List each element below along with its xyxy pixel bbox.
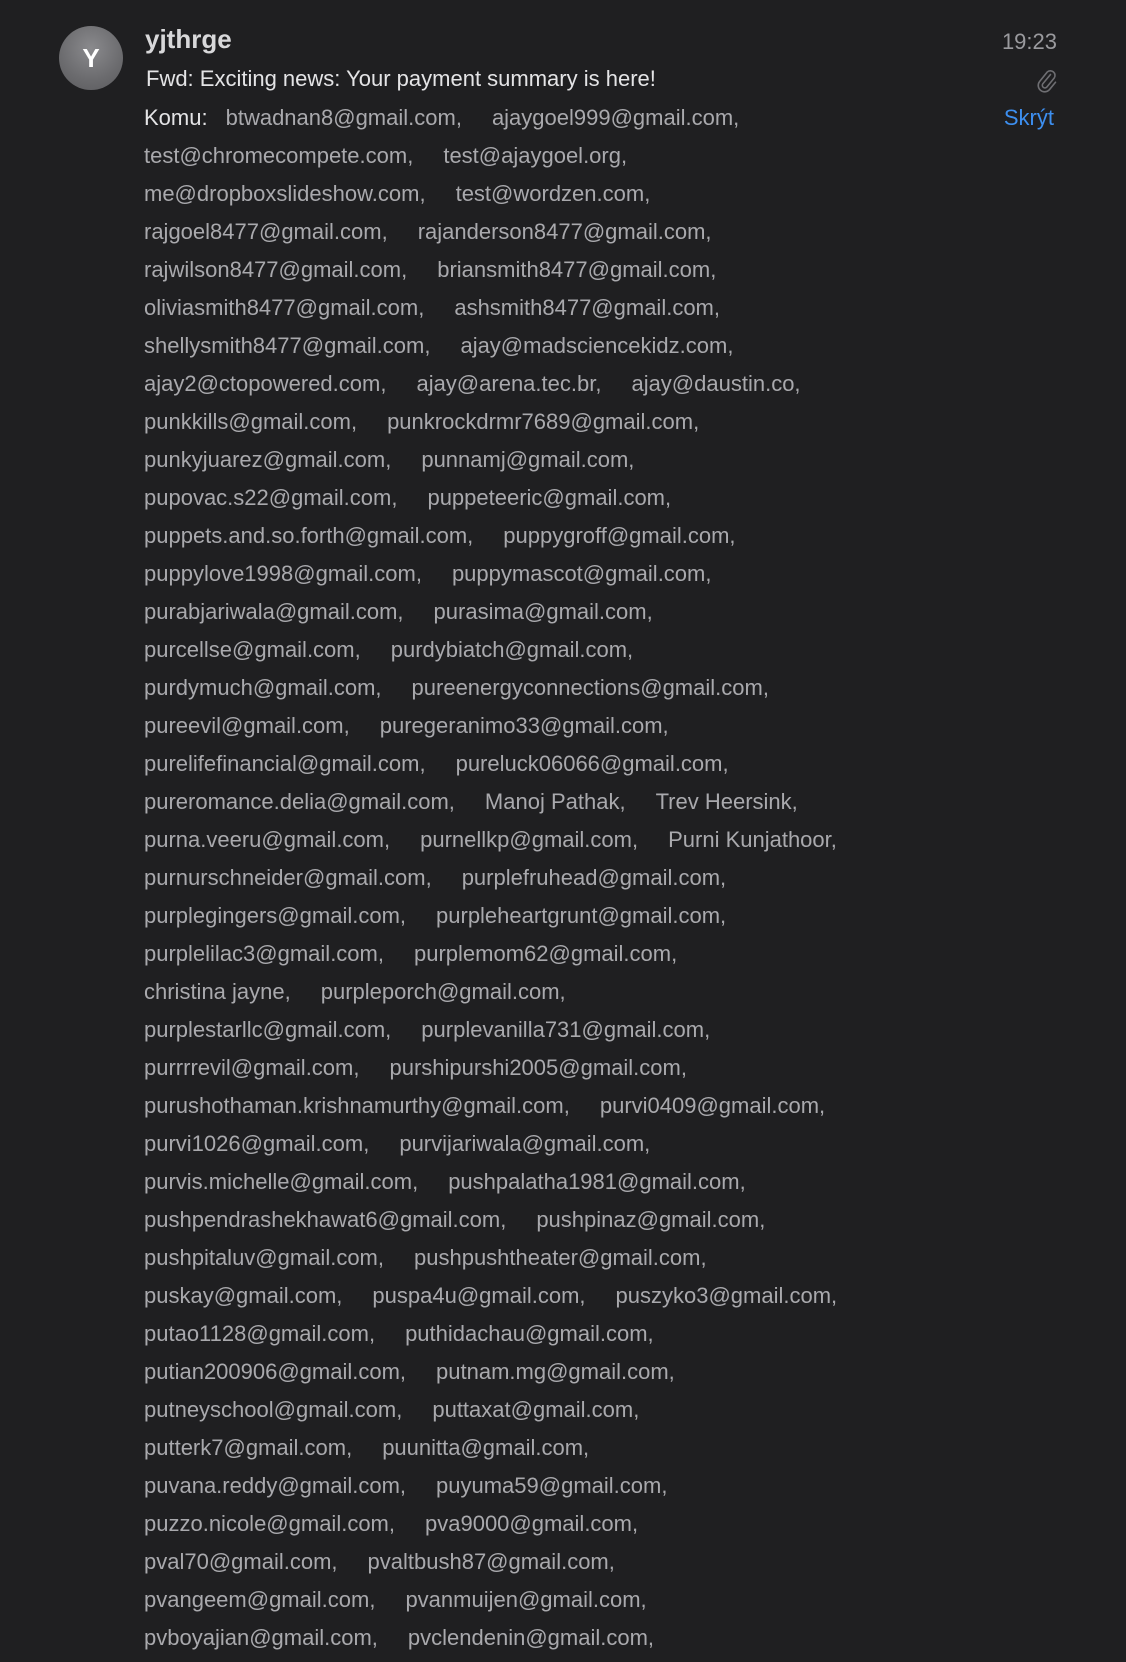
recipient-address[interactable]: puzzo.nicole@gmail.com, xyxy=(144,1511,395,1536)
recipient-address[interactable]: punkrockdrmr7689@gmail.com, xyxy=(387,409,700,434)
recipient-address[interactable]: rajgoel8477@gmail.com, xyxy=(144,219,388,244)
recipient-address[interactable]: puyuma59@gmail.com, xyxy=(436,1473,668,1498)
recipient-address[interactable]: test@wordzen.com, xyxy=(455,181,651,206)
recipient-address[interactable]: punnamj@gmail.com, xyxy=(421,447,635,472)
recipient-address[interactable]: btwadnan8@gmail.com, xyxy=(225,105,462,130)
recipient-row xyxy=(144,1467,964,1505)
recipient-address[interactable]: pval70@gmail.com, xyxy=(144,1549,338,1574)
recipient-address[interactable]: shellysmith8477@gmail.com, xyxy=(144,333,431,358)
recipient-row xyxy=(144,99,964,137)
recipient-address[interactable]: test@chromecompete.com, xyxy=(144,143,414,168)
recipient-address[interactable]: purvis.michelle@gmail.com, xyxy=(144,1169,419,1194)
recipient-address[interactable]: punkkills@gmail.com, xyxy=(144,409,358,434)
recipient-address[interactable]: pupovac.s22@gmail.com, xyxy=(144,485,398,510)
recipient-row xyxy=(144,935,964,973)
recipient-address[interactable]: puthidachau@gmail.com, xyxy=(405,1321,654,1346)
recipient-row xyxy=(144,707,964,745)
recipient-row xyxy=(144,175,964,213)
recipient-address[interactable]: pureluck06066@gmail.com, xyxy=(455,751,729,776)
recipient-row xyxy=(144,251,964,289)
recipient-row xyxy=(144,1049,964,1087)
recipient-row xyxy=(144,403,964,441)
recipient-address[interactable]: pureenergyconnections@gmail.com, xyxy=(411,675,769,700)
recipient-address[interactable]: purrrrevil@gmail.com, xyxy=(144,1055,360,1080)
recipient-address[interactable]: puttaxat@gmail.com, xyxy=(432,1397,640,1422)
recipient-row xyxy=(144,859,964,897)
recipient-row xyxy=(144,365,964,403)
recipient-row xyxy=(144,973,964,1011)
recipient-address[interactable]: purasima@gmail.com, xyxy=(433,599,653,624)
recipient-row xyxy=(144,479,964,517)
recipient-address[interactable]: test@ajaygoel.org, xyxy=(443,143,628,168)
recipient-row xyxy=(144,1543,964,1581)
recipient-address[interactable]: briansmith8477@gmail.com, xyxy=(437,257,717,282)
recipient-address[interactable]: pvanmuijen@gmail.com, xyxy=(405,1587,647,1612)
recipient-address[interactable]: puppylove1998@gmail.com, xyxy=(144,561,422,586)
recipient-address[interactable]: puppymascot@gmail.com, xyxy=(451,561,712,586)
recipient-address[interactable]: pushpushtheater@gmail.com, xyxy=(414,1245,707,1270)
recipient-address[interactable]: purvi1026@gmail.com, xyxy=(144,1131,370,1156)
recipient-row xyxy=(144,137,964,175)
recipient-address[interactable]: puszyko3@gmail.com, xyxy=(615,1283,838,1308)
sender-avatar: Y xyxy=(59,26,123,90)
recipient-address[interactable]: ajay@arena.tec.br, xyxy=(416,371,602,396)
recipient-row xyxy=(144,1125,964,1163)
recipient-address[interactable]: pva9000@gmail.com, xyxy=(425,1511,639,1536)
recipient-row xyxy=(144,213,964,251)
recipient-row xyxy=(144,441,964,479)
recipient-row xyxy=(144,745,964,783)
recipient-address[interactable]: purushothaman.krishnamurthy@gmail.com, xyxy=(144,1093,570,1118)
recipient-address[interactable]: pushpinaz@gmail.com, xyxy=(536,1207,766,1232)
recipient-row xyxy=(144,1277,964,1315)
recipient-list xyxy=(144,99,964,1657)
recipient-address[interactable]: purelifefinancial@gmail.com, xyxy=(144,751,426,776)
recipient-address[interactable]: puppygroff@gmail.com, xyxy=(503,523,736,548)
recipient-row xyxy=(144,289,964,327)
recipient-address[interactable]: putnam.mg@gmail.com, xyxy=(436,1359,675,1384)
recipient-address[interactable]: Manoj Pathak, xyxy=(484,789,626,814)
recipient-row xyxy=(144,1429,964,1467)
recipient-address[interactable]: me@dropboxslideshow.com, xyxy=(144,181,426,206)
paperclip-icon[interactable] xyxy=(1034,66,1058,94)
recipient-address[interactable]: ajay@madsciencekidz.com, xyxy=(460,333,734,358)
recipient-address[interactable]: punkyjuarez@gmail.com, xyxy=(144,447,392,472)
recipient-address[interactable]: purpleporch@gmail.com, xyxy=(320,979,566,1004)
recipient-row xyxy=(144,669,964,707)
recipient-row xyxy=(144,1391,964,1429)
message-subject: Fwd: Exciting news: Your payment summary is here! xyxy=(146,66,656,91)
recipient-address[interactable]: ajay@daustin.co, xyxy=(631,371,801,396)
recipient-row xyxy=(144,1315,964,1353)
recipient-row xyxy=(144,783,964,821)
recipient-address[interactable]: rajwilson8477@gmail.com, xyxy=(144,257,408,282)
recipient-row xyxy=(144,1087,964,1125)
recipient-address[interactable]: pushpalatha1981@gmail.com, xyxy=(448,1169,746,1194)
recipient-address[interactable]: puregeranimo33@gmail.com, xyxy=(379,713,669,738)
recipient-address[interactable]: puvana.reddy@gmail.com, xyxy=(144,1473,407,1498)
recipient-address[interactable]: ashsmith8477@gmail.com, xyxy=(454,295,720,320)
recipient-address[interactable]: purcellse@gmail.com, xyxy=(144,637,361,662)
recipient-address[interactable]: purplestarllc@gmail.com, xyxy=(144,1017,392,1042)
recipient-address[interactable]: pushpendrashekhawat6@gmail.com, xyxy=(144,1207,507,1232)
recipient-address[interactable]: purpleheartgrunt@gmail.com, xyxy=(436,903,727,928)
recipient-address[interactable]: ajaygoel999@gmail.com, xyxy=(491,105,740,130)
recipient-row xyxy=(144,1239,964,1277)
recipient-row xyxy=(144,1201,964,1239)
recipient-row xyxy=(144,517,964,555)
recipient-address[interactable]: pureevil@gmail.com, xyxy=(144,713,350,738)
recipient-address[interactable]: putterk7@gmail.com, xyxy=(144,1435,353,1460)
recipient-row xyxy=(144,1505,964,1543)
recipient-address[interactable]: purvi0409@gmail.com, xyxy=(599,1093,826,1118)
recipient-row xyxy=(144,821,964,859)
recipient-address[interactable]: pvboyajian@gmail.com, xyxy=(144,1625,378,1650)
recipient-address[interactable]: Purni Kunjathoor, xyxy=(668,827,837,852)
recipient-row xyxy=(144,1581,964,1619)
recipient-address[interactable]: ajay2@ctopowered.com, xyxy=(144,371,387,396)
recipient-address[interactable]: purplemom62@gmail.com, xyxy=(413,941,678,966)
recipient-address[interactable]: puppeteeric@gmail.com, xyxy=(427,485,672,510)
recipient-address[interactable]: putao1128@gmail.com, xyxy=(144,1321,376,1346)
recipient-row xyxy=(144,1011,964,1049)
recipient-address[interactable]: putian200906@gmail.com, xyxy=(144,1359,407,1384)
recipient-row xyxy=(144,1353,964,1391)
recipient-address[interactable]: puskay@gmail.com, xyxy=(144,1283,343,1308)
recipient-address[interactable]: purnellkp@gmail.com, xyxy=(420,827,639,852)
recipient-address[interactable]: purplefruhead@gmail.com, xyxy=(461,865,727,890)
recipient-address[interactable]: purplevanilla731@gmail.com, xyxy=(421,1017,711,1042)
recipient-address[interactable]: purplegingers@gmail.com, xyxy=(144,903,407,928)
recipient-address[interactable]: putneyschool@gmail.com, xyxy=(144,1397,403,1422)
recipient-address[interactable]: Trev Heersink, xyxy=(655,789,798,814)
recipient-row xyxy=(144,1163,964,1201)
recipient-address[interactable]: pvaltbush87@gmail.com, xyxy=(367,1549,615,1574)
recipient-address[interactable]: oliviasmith8477@gmail.com, xyxy=(144,295,425,320)
to-label: Komu: xyxy=(144,105,208,130)
recipient-row xyxy=(144,327,964,365)
recipient-address[interactable]: purabjariwala@gmail.com, xyxy=(144,599,404,624)
recipient-address[interactable]: purplelilac3@gmail.com, xyxy=(144,941,384,966)
recipient-address[interactable]: purshipurshi2005@gmail.com, xyxy=(389,1055,687,1080)
recipient-address[interactable]: pvangeem@gmail.com, xyxy=(144,1587,376,1612)
recipient-address[interactable]: pushpitaluv@gmail.com, xyxy=(144,1245,384,1270)
recipient-address[interactable]: christina jayne, xyxy=(144,979,291,1004)
recipient-address[interactable]: purdymuch@gmail.com, xyxy=(144,675,382,700)
recipient-address[interactable]: purna.veeru@gmail.com, xyxy=(144,827,391,852)
recipient-address[interactable]: purdybiatch@gmail.com, xyxy=(390,637,634,662)
hide-recipients-link[interactable]: Skrýt xyxy=(1003,105,1054,130)
recipient-address[interactable]: purvijariwala@gmail.com, xyxy=(399,1131,651,1156)
recipient-address[interactable]: puppets.and.so.forth@gmail.com, xyxy=(144,523,474,548)
sender-name: yjthrge xyxy=(145,24,232,54)
recipient-address[interactable]: purnurschneider@gmail.com, xyxy=(144,865,432,890)
recipient-address[interactable]: pvclendenin@gmail.com, xyxy=(407,1625,655,1650)
recipient-row xyxy=(144,631,964,669)
recipient-row xyxy=(144,1619,964,1657)
recipient-address[interactable]: pureromance.delia@gmail.com, xyxy=(144,789,455,814)
recipient-row xyxy=(144,555,964,593)
recipient-address[interactable]: puunitta@gmail.com, xyxy=(382,1435,590,1460)
message-time: 19:23 xyxy=(1001,29,1057,54)
recipient-address[interactable]: rajanderson8477@gmail.com, xyxy=(417,219,712,244)
recipient-row xyxy=(144,593,964,631)
recipient-address[interactable]: puspa4u@gmail.com, xyxy=(372,1283,586,1308)
recipient-row xyxy=(144,897,964,935)
